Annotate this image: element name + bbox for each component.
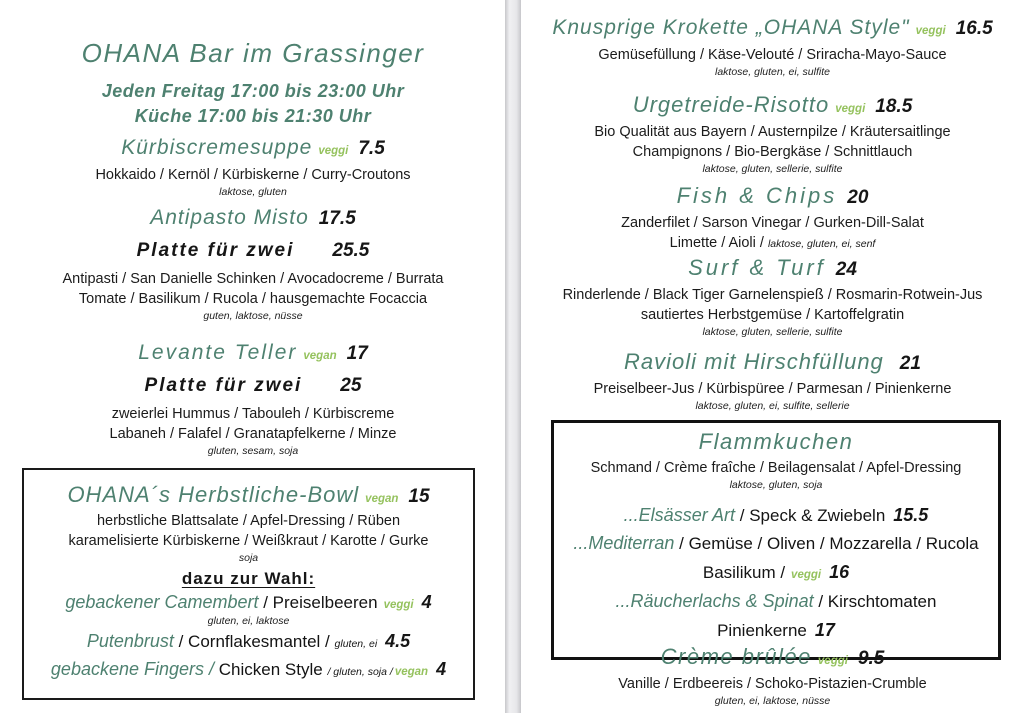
allergen-note: soja bbox=[238, 552, 259, 564]
platter-line bbox=[0, 238, 506, 263]
dish-description: Rinderlende / Black Tiger Garnelenspieß / Rosmarin-Rotwein-Jus bbox=[562, 287, 983, 304]
platter-label: Platte für zwei bbox=[136, 239, 295, 261]
bowl-option-fingers bbox=[28, 656, 469, 684]
opening-hours-line2: Küche 17:00 bis 21:30 Uhr bbox=[134, 105, 372, 126]
dish-name: Kürbiscremesuppe bbox=[121, 136, 313, 159]
diet-tag: vegan bbox=[394, 666, 429, 679]
flammkuchen-variant-raeucherlachs bbox=[557, 587, 995, 616]
page-gutter bbox=[505, 0, 521, 713]
herbstliche-bowl-box bbox=[22, 468, 475, 700]
menu-page-left bbox=[0, 0, 506, 713]
dish-kuerbiscremesuppe bbox=[0, 134, 506, 199]
allergen-note: laktose, gluten, soja bbox=[729, 479, 823, 491]
platter-price: 25.5 bbox=[332, 239, 370, 261]
allergen-note: laktose, gluten, ei, sulfite bbox=[715, 65, 830, 78]
diet-tag: veggi bbox=[915, 25, 946, 37]
dish-heading bbox=[521, 181, 1024, 210]
variant-price: 15.5 bbox=[893, 504, 929, 525]
dish-name: OHANA´s Herbstliche-Bowl bbox=[67, 482, 360, 507]
variant-detail: / Speck & Zwiebeln bbox=[739, 505, 886, 525]
restaurant-title: OHANA Bar im Grassinger bbox=[81, 38, 425, 68]
allergen-note: laktose, gluten, sellerie, sulfite bbox=[702, 163, 843, 176]
variant-price: 16 bbox=[829, 562, 850, 583]
variant-name: ...Mediterran bbox=[573, 533, 675, 554]
dish-description: Gemüsefüllung / Käse-Velouté / Sriracha-Mayo-Sauce bbox=[598, 46, 947, 63]
bowl-option-camembert bbox=[28, 589, 469, 617]
dish-price: 17.5 bbox=[318, 208, 356, 229]
diet-tag: vegan bbox=[303, 350, 337, 362]
dish-name: Knusprige Krokette „OHANA Style" bbox=[552, 16, 910, 39]
dish-price: 9.5 bbox=[857, 648, 885, 669]
dish-name: Levante Teller bbox=[138, 341, 298, 364]
dish-heading bbox=[557, 429, 995, 455]
dish-heading bbox=[521, 14, 1024, 42]
option-name: Putenbrust bbox=[86, 631, 174, 652]
dish-name: Fish & Chips bbox=[676, 183, 838, 208]
dish-price: 7.5 bbox=[358, 138, 385, 159]
dish-description: Champignons / Bio-Bergkäse / Schnittlauch bbox=[632, 144, 913, 161]
allergen-note: laktose, gluten, sellerie, sulfite bbox=[702, 326, 843, 339]
dish-description: Antipasti / San Danielle Schinken / Avocadocreme / Burrata bbox=[62, 270, 444, 287]
dish-description: Preiselbeer-Jus / Kürbispüree / Parmesan / Pinienkerne bbox=[593, 381, 952, 398]
dish-description: Vanille / Erdbeereis / Schoko-Pistazien-Crumble bbox=[618, 676, 927, 693]
menu-header bbox=[0, 36, 506, 128]
flammkuchen-variant-mediterran bbox=[557, 529, 995, 558]
dish-name: Crème brûlée bbox=[660, 644, 812, 669]
option-price: 4 bbox=[421, 591, 432, 612]
dish-heading bbox=[521, 90, 1024, 119]
dish-description bbox=[521, 233, 1024, 253]
dish-fish-and-chips bbox=[521, 181, 1024, 253]
dish-price: 18.5 bbox=[875, 96, 913, 117]
variant-detail: / Kirschtomaten bbox=[818, 592, 937, 612]
dish-description: karamelisierte Kürbiskerne / Weißkraut / Karotte / Gurke bbox=[68, 533, 429, 549]
dish-price: 16.5 bbox=[955, 18, 993, 39]
allergen-note: gluten, ei bbox=[334, 638, 378, 651]
allergen-note: gluten, sesam, soja bbox=[207, 444, 299, 457]
allergen-note: gluten, ei, laktose bbox=[207, 614, 290, 627]
variant-name: ...Elsässer Art bbox=[623, 504, 736, 525]
dish-description: Hokkaido / Kernöl / Kürbiskerne / Curry-Croutons bbox=[95, 166, 411, 183]
dish-description: Limette / Aioli / bbox=[669, 235, 764, 252]
dish-heading bbox=[28, 482, 469, 508]
dish-name: Urgetreide-Risotto bbox=[632, 92, 830, 117]
dish-creme-brulee bbox=[521, 642, 1024, 709]
dish-ravioli bbox=[521, 347, 1024, 414]
dish-heading bbox=[521, 347, 1024, 376]
dish-price: 24 bbox=[835, 259, 857, 280]
flammkuchen-variant-elsaesser bbox=[557, 501, 995, 530]
choice-heading: dazu zur Wahl: bbox=[181, 568, 316, 588]
diet-tag: veggi bbox=[791, 569, 822, 582]
variant-name: ...Räucherlachs & Spinat bbox=[615, 591, 814, 612]
dish-description: Tomate / Basilikum / Rucola / hausgemachte Focaccia bbox=[78, 290, 428, 307]
variant-detail: Pinienkerne bbox=[717, 620, 807, 640]
allergen-note: gluten, ei, laktose, nüsse bbox=[714, 695, 831, 708]
platter-line bbox=[0, 373, 506, 398]
diet-tag: veggi bbox=[318, 145, 349, 157]
variant-detail: / Gemüse / Oliven / Mozzarella / Rucola bbox=[679, 534, 979, 554]
menu-page-right bbox=[521, 0, 1024, 713]
dish-levante-teller bbox=[0, 339, 506, 458]
diet-tag: veggi bbox=[817, 655, 848, 667]
dish-description: herbstliche Blattsalate / Apfel-Dressing / Rüben bbox=[96, 513, 401, 529]
dish-heading bbox=[521, 642, 1024, 671]
platter-price: 25 bbox=[340, 374, 362, 396]
allergen-note: / gluten, soja / bbox=[327, 666, 393, 679]
flammkuchen-box bbox=[551, 420, 1001, 660]
dish-heading bbox=[0, 134, 506, 162]
variant-price: 17 bbox=[814, 619, 835, 640]
platter-label: Platte für zwei bbox=[144, 374, 303, 396]
bowl-option-putenbrust bbox=[28, 628, 469, 656]
option-name: gebackene Fingers / bbox=[50, 659, 215, 680]
option-detail: / Preiselbeeren bbox=[263, 592, 378, 612]
dish-price: 20 bbox=[847, 187, 869, 208]
dish-price: 17 bbox=[346, 343, 368, 364]
option-price: 4.5 bbox=[385, 631, 411, 652]
dish-name: Surf & Turf bbox=[688, 255, 826, 280]
option-detail: / Cornflakesmantel / bbox=[178, 632, 330, 652]
dish-description: Labaneh / Falafel / Granatapfelkerne / Minze bbox=[109, 425, 397, 442]
option-detail: Chicken Style bbox=[218, 660, 323, 680]
dish-name: Antipasto Misto bbox=[150, 206, 309, 229]
dish-heading bbox=[0, 204, 506, 232]
dish-price: 21 bbox=[899, 353, 921, 374]
allergen-note: laktose, gluten, ei, senf bbox=[767, 238, 876, 251]
dish-antipasto-misto bbox=[0, 204, 506, 323]
dish-surf-and-turf bbox=[521, 253, 1024, 340]
dish-price: 15 bbox=[408, 486, 430, 507]
dish-heading bbox=[0, 339, 506, 367]
dish-description: sautiertes Herbstgemüse / Kartoffelgratin bbox=[640, 307, 905, 324]
allergen-note: laktose, gluten bbox=[219, 185, 287, 198]
flammkuchen-variant-raeucherlachs-line2 bbox=[557, 616, 995, 645]
diet-tag: vegan bbox=[365, 493, 399, 505]
allergen-note: laktose, gluten, ei, sulfite, sellerie bbox=[695, 400, 850, 413]
dish-description: zweierlei Hummus / Tabouleh / Kürbiscreme bbox=[111, 405, 395, 422]
dish-heading bbox=[521, 253, 1024, 282]
allergen-note: guten, laktose, nüsse bbox=[203, 309, 303, 322]
flammkuchen-variant-mediterran-line2 bbox=[557, 558, 995, 587]
option-price: 4 bbox=[436, 659, 447, 680]
dish-description: Schmand / Crème fraîche / Beilagensalat / Apfel-Dressing bbox=[590, 460, 962, 476]
dish-risotto bbox=[521, 90, 1024, 177]
dish-krokette bbox=[521, 14, 1024, 79]
opening-hours-line1: Jeden Freitag 17:00 bis 23:00 Uhr bbox=[101, 81, 405, 102]
dish-description: Bio Qualität aus Bayern / Austernpilze / Kräutersaitlinge bbox=[594, 124, 951, 141]
dish-description: Zanderfilet / Sarson Vinegar / Gurken-Dill-Salat bbox=[621, 215, 924, 232]
dish-name: Ravioli mit Hirschfüllung bbox=[624, 349, 884, 374]
diet-tag: veggi bbox=[383, 598, 414, 611]
option-name: gebackener Camembert bbox=[65, 591, 259, 612]
diet-tag: veggi bbox=[835, 103, 866, 115]
variant-detail: Basilikum / bbox=[702, 563, 786, 583]
dish-name: Flammkuchen bbox=[698, 429, 854, 454]
